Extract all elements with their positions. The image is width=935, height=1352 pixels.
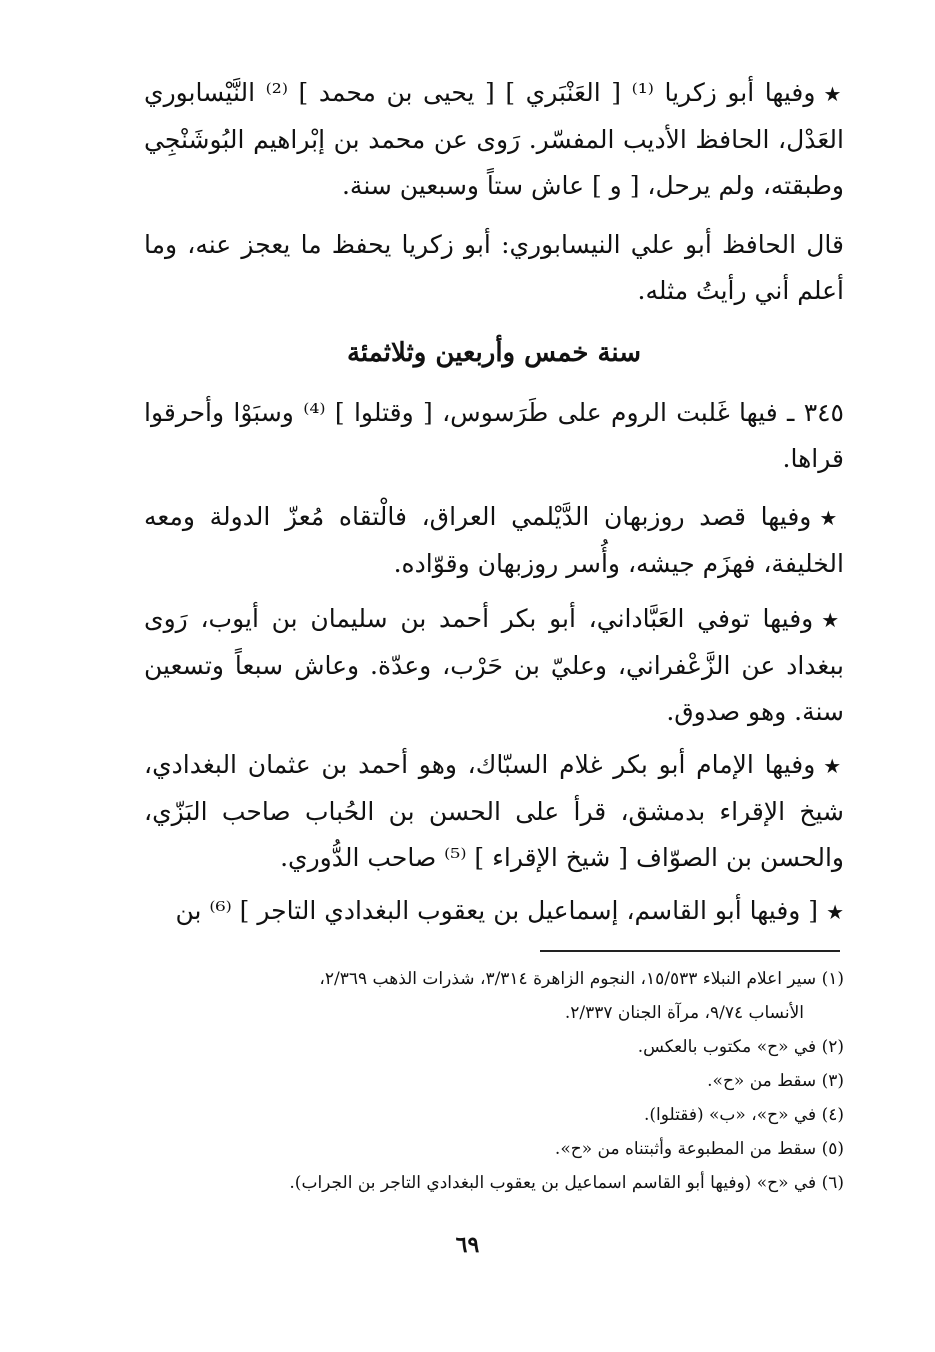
footnote-text: (١) سير اعلام النبلاء ١٥/٥٣٣، النجوم الزاهرة ٣/٣١٤، شذرات الذهب ٢/٣٦٩، <box>319 969 844 989</box>
paragraph-text: وفيها أبو زكريا ⁽¹⁾ [ العَنْبَري ] [ يحيى بن محمد ] ⁽²⁾ النَّيْسابوري العَدْل، الحافظ الأديب المفسّر. رَوى عن محمد بن إبْراهيم البُوشَنْجِي وطبقته، ولم يرحل، [ و ] عاش ستاً وسبعين سنة. <box>144 78 844 200</box>
footnote-text-continued: الأنساب ٩/٧٤، مرآة الجنان ٢/٣٣٧. <box>564 1003 804 1023</box>
star-icon: ★ <box>823 754 844 778</box>
footnote-2: (٢) في «ح» مكتوب بالعكس. <box>637 1037 844 1057</box>
paragraph-ghulam-assabbak <box>144 742 844 881</box>
paragraph-text: قال الحافظ أبو علي النيسابوري: أبو زكريا يحفظ ما يعجز عنه، وما أعلم أني رأيتُ مثله. <box>144 230 844 305</box>
footnotes <box>144 962 844 1200</box>
paragraph-abu-alqasim <box>144 888 844 935</box>
paragraph-year-345 <box>144 390 844 482</box>
section-heading: سنة خمس وأربعين وثلاثمئة <box>346 338 642 368</box>
footnote-1 <box>144 962 844 1030</box>
star-icon: ★ <box>821 608 844 632</box>
paragraph-roozbahan <box>144 494 844 587</box>
paragraph-text: وفيها توفي العَبَّاداني، أبو بكر أحمد بن سليمان بن أيوب، رَوى ببغداد عن الزَّعْفراني، وعليّ بن حَرْب، وعدّة. وعاش سبعاً وتسعين سنة. وهو صدوق. <box>144 604 844 726</box>
footnote-divider <box>540 950 840 952</box>
star-icon: ★ <box>826 900 844 924</box>
paragraph-text: ٣٤٥ ـ فيها غَلبت الروم على طَرَسوس، [ وقتلوا ] ⁽⁴⁾ وسبَوْا وأحرقوا قراها. <box>144 398 844 473</box>
paragraph-text: [ وفيها أبو القاسم، إسماعيل بن يعقوب البغدادي التاجر ] ⁽⁶⁾ بن <box>175 896 819 925</box>
star-icon: ★ <box>823 82 845 106</box>
footnote-3: (٣) سقط من «ح». <box>707 1071 844 1091</box>
star-icon: ★ <box>819 506 845 530</box>
footnote-4: (٤) في «ح»، «ب» (فقتلوا). <box>643 1105 844 1125</box>
paragraph-abu-zakariya <box>144 70 844 209</box>
page-number: ٦٩ <box>455 1232 480 1258</box>
footnote-6: (٦) في «ح» (وفيها أبو القاسم اسماعيل بن يعقوب البغدادي التاجر بن الجراب). <box>289 1173 844 1193</box>
footnote-5: (٥) سقط من المطبوعة وأثبتناه من «ح». <box>554 1139 844 1159</box>
paragraph-text: وفيها قصد روزبهان الدَّيْلمي العراق، فالْتقاه مُعزّ الدولة ومعه الخليفة، فهزَم جيشه، وأُسر روزبهان وقوّاده. <box>144 502 844 578</box>
paragraph-abu-ali-quote <box>144 222 844 314</box>
paragraph-abbadani <box>144 596 844 735</box>
paragraph-text: وفيها الإمام أبو بكر غلام السبّاك، وهو أحمد بن عثمان البغدادي، شيخ الإقراء بدمشق، قرأ على الحسن بن الحُباب صاحب البَزّي، والحسن بن الصوّاف [ شيخ الإقراء ] ⁽⁵⁾ صاحب الدُّوري. <box>144 750 844 872</box>
